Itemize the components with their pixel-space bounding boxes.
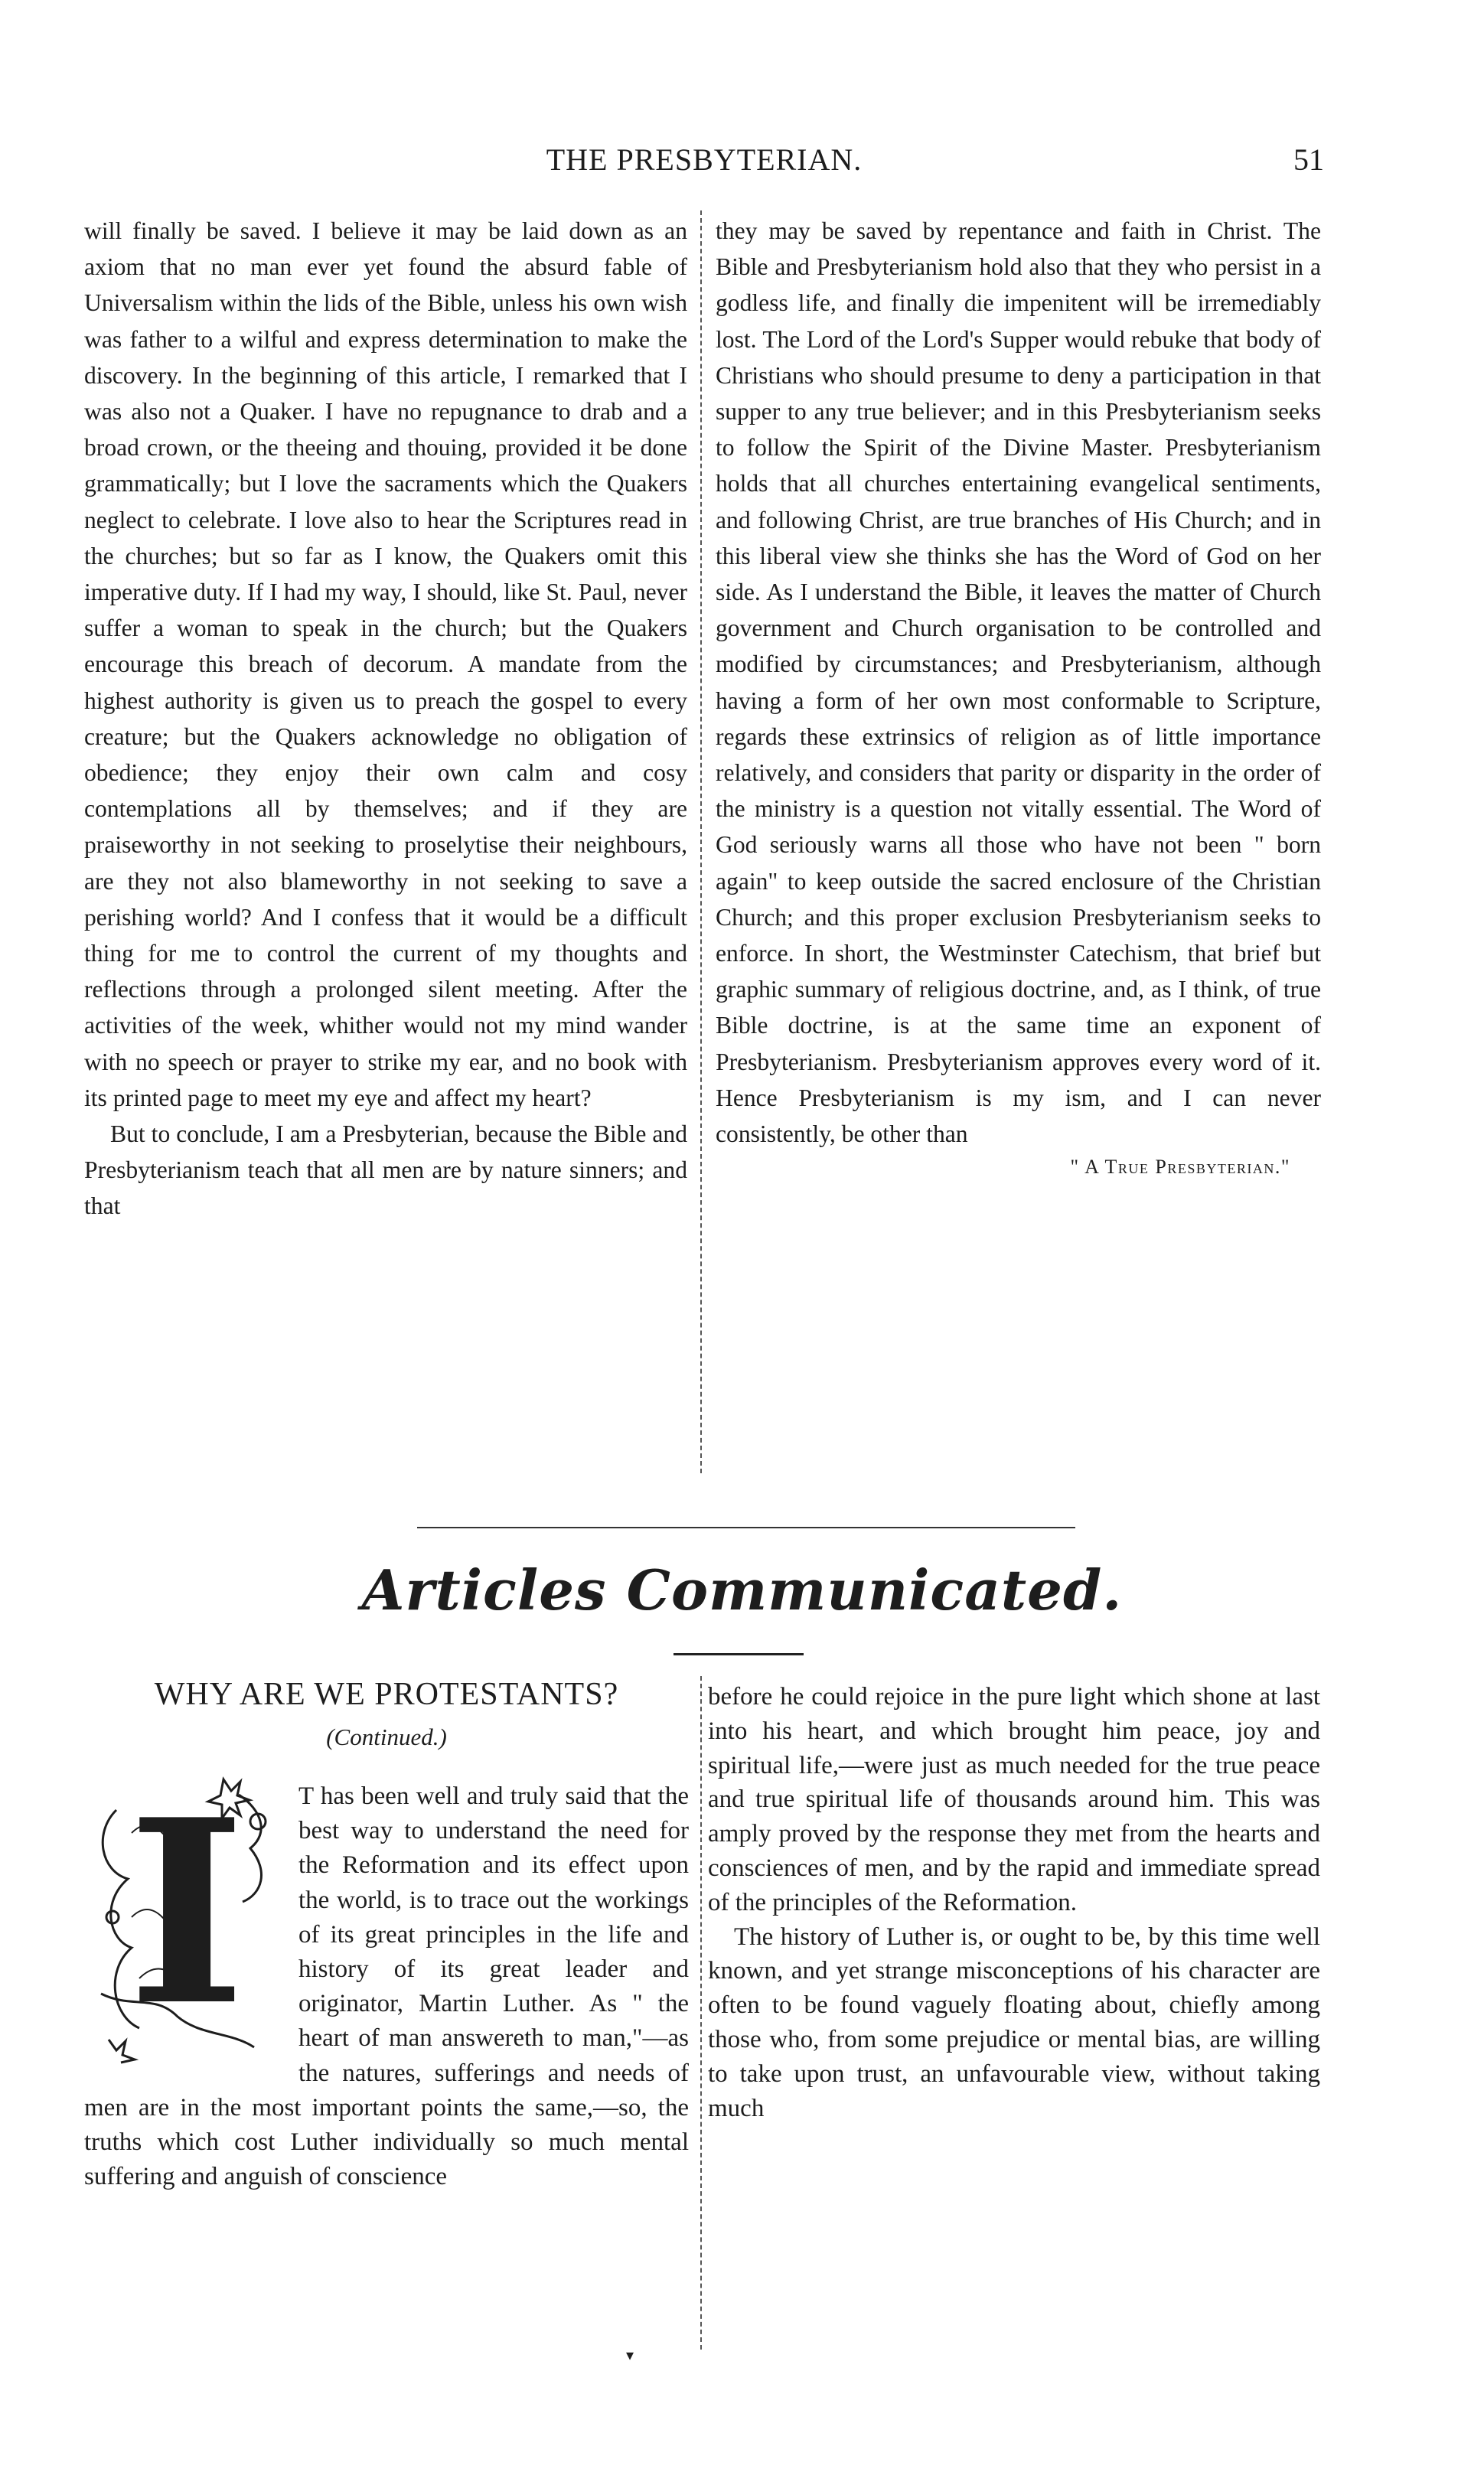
article-right-paragraph-1: before he could rejoice in the pure light which shone at last into his heart, and which brought him peace, joy and spiritual life,—were just as much needed for the true peace and true spiritual life of thousands around him. This was amply proved by the response they met from the hearts and consciences of men, and by the rapid and immediate spread of the principles of the Reformation.: [708, 1683, 1320, 1916]
letter-signature: " A True Presbyterian.": [1070, 1156, 1290, 1179]
article-left-paragraph-1: T has been well and truly said that the best way to understand the need for the Reformation and its effect upon the world, is to trace out the workings of its great principles in the life and history of its great leader and originator, Martin Luther. As " the heart of man answereth to man,"—as the natures, sufferings and needs of men are in the most important points the same,—so, the truths which cost Luther individually so much mental suffering and anguish of conscience: [84, 1782, 689, 2191]
drop-cap-space: [84, 1779, 292, 2064]
section-divider-rule: [417, 1527, 1075, 1528]
page-number: 51: [1293, 142, 1324, 177]
article-left-column: [84, 1779, 689, 2194]
article-right-column: [708, 1680, 1320, 2125]
running-head: [84, 142, 1324, 188]
letter-left-paragraph-2: But to conclude, I am a Presbyterian, because the Bible and Presbyterianism teach that all men are by nature sinners; and that: [84, 1120, 687, 1220]
column-divider-top: [700, 210, 702, 1473]
letter-right-column: [716, 213, 1321, 1182]
article-title: WHY ARE WE PROTESTANTS?: [154, 1677, 619, 1712]
drop-cap-letter: I: [127, 1764, 246, 2061]
section-heading: Articles Communicated.: [361, 1557, 1123, 1622]
letter-left-column: [84, 213, 687, 1225]
letter-left-paragraph-1: will finally be saved. I believe it may be laid down as an axiom that no man ever yet found the absurd fable of Universalism within the lids of the Bible, unless his own wish was father to a wilful and express determination to make the discovery. In the beginning of this article, I remarked that I was also not a Quaker. I have no repugnance to drab and a broad crown, or the theeing and thouing, provided it be done grammatically; but I love the sacraments which the Quakers neglect to celebrate. I love also to hear the Scriptures read in the churches; but so far as I know, the Quakers omit this imperative duty. If I had my way, I should, like St. Paul, never suffer a woman to speak in the church; but the Quakers encourage this breach of decorum. A mandate from the highest authority is given us to preach the gospel to every creature; but the Quakers acknowledge no obligation of obedience; they enjoy their own calm and cosy contemplations all by themselves; and if they are praiseworthy in not seeking to proselytise their neighbours, are they not also blameworthy in not seeking to save a perishing world? And I confess that it would be a difficult thing for me to control the current of my thoughts and reflections through a prolonged silent meeting. After the activities of the week, whither would not my mind wander with no speech or prayer to strike my ear, and no book with its printed page to meet my eye and affect my heart?: [84, 217, 687, 1111]
article-right-paragraph-2: The history of Luther is, or ought to be, by this time well known, and yet strange misconceptions of his character are often to be found vaguely floating about, chiefly among those who, from some prejudice or mental bias, are willing to take upon trust, an unfavourable view, without taking much: [708, 1922, 1320, 2122]
letter-right-paragraph-1: they may be saved by repentance and faith in Christ. The Bible and Presbyterianism hold also that they who persist in a godless life, and finally die impenitent will be irremediably lost. The Lord of the Lord's Supper would rebuke that body of Christians who should presume to deny a participation in that supper to any true believer; and in this Presbyterianism seeks to follow the Spirit of the Divine Master. Presbyterianism holds that all churches entertaining evangelical sentiments, and following Christ, are true branches of His Church; and in this liberal view she thinks she has the Word of God on her side. As I understand the Bible, it leaves the matter of Church government and Church organisation to be controlled and modified by circumstances; and Presbyterianism, although having a form of her own most conformable to Scripture, regards these extrinsics of religion as of little importance relatively, and considers that parity or disparity in the order of the ministry is a question not vitally essential. The Word of God seriously warns all those who have not been " born again" to keep outside the sacred enclosure of the Christian Church; and this proper exclusion Presbyterianism seeks to enforce. In short, the Westminster Catechism, that brief but graphic summary of religious doctrine, and, as I think, of true Bible doctrine, is at the same time an exponent of Presbyterianism. Presbyterianism approves every word of it. Hence Presbyterianism is my ism, and I can never consistently, be other than: [716, 217, 1321, 1148]
running-title: THE PRESBYTERIAN.: [546, 142, 863, 177]
column-divider-bottom: [700, 1676, 702, 2350]
heading-underline-rule: [674, 1653, 804, 1655]
footer-mark: ▾: [626, 2346, 634, 2364]
article-continued-note: (Continued.): [326, 1724, 447, 1750]
